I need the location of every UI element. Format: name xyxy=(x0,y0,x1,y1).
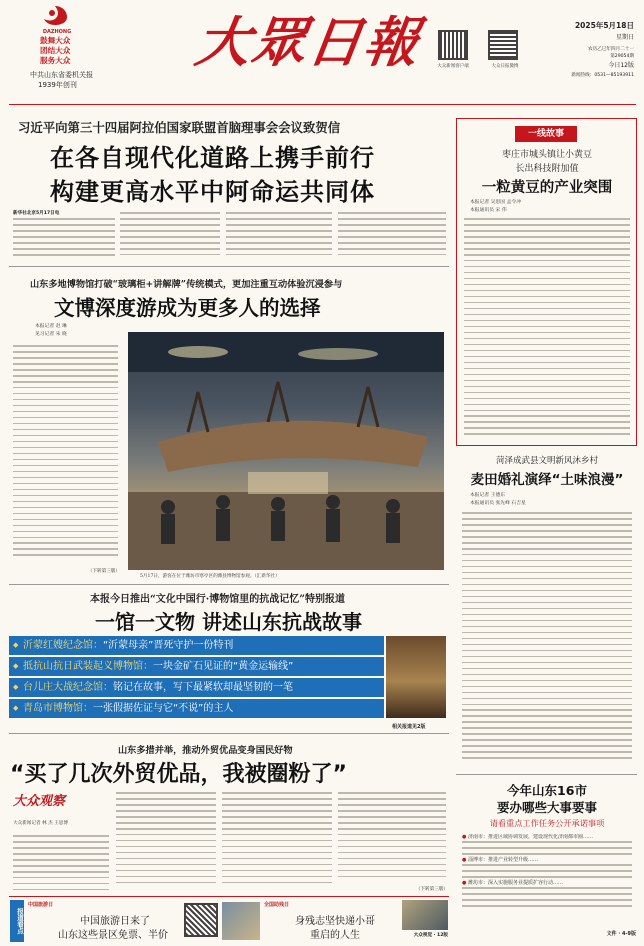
footer-qr-code[interactable] xyxy=(184,903,218,937)
war-item-3-text: 铭记在故事，写下最紧软却最坚韧的一笔 xyxy=(113,682,293,693)
events-list xyxy=(462,834,632,926)
founded: 1939年创刊 xyxy=(38,81,77,89)
story-body xyxy=(464,218,630,440)
events-headline-2: 要办哪些大事要事 xyxy=(496,800,597,815)
war-item-2[interactable] xyxy=(9,657,384,676)
war-item-1[interactable] xyxy=(9,636,384,655)
footer-right-ref: 大众视觉 · 12版 xyxy=(413,933,448,938)
events-item-1: ● 济南市：推进区域协调发展，建设现代化济南都市圈…… xyxy=(462,834,593,840)
footer-left-headline-2: 山东这些景区免票、半价 xyxy=(58,930,168,941)
lead-divider xyxy=(9,266,449,267)
war-item-1-place: 沂蒙红嫂纪念馆： xyxy=(23,640,103,651)
war-headline: 一馆一文物 讲述山东抗战故事 xyxy=(95,610,362,634)
culture-byline-2: 见习记者 朱 晓 xyxy=(35,332,67,337)
wedding-kicker: 菏泽成武县文明新风沐乡村 xyxy=(495,456,598,466)
lead-body-3 xyxy=(226,212,332,260)
wedding-headline: 麦田婚礼演绎“土味浪漫” xyxy=(470,472,624,488)
weekday: 星期日 xyxy=(615,34,634,41)
newspaper-title: 大眾日報 xyxy=(191,10,425,74)
events-item-2-text: 淄博市：推进产业转型升级…… xyxy=(467,857,538,863)
observe-badge-text: 大众观察 xyxy=(13,794,66,809)
lead-body-2 xyxy=(120,212,220,260)
war-item-2-place: 抵抗山抗日武装起义博物馆： xyxy=(23,661,153,672)
events-item-1-text: 济南市：推进区域协调发展，建设现代化济南都市圈…… xyxy=(467,834,593,840)
observe-body xyxy=(13,835,109,893)
footer-side-label: 报道看点 xyxy=(10,900,24,942)
events-item-3: ● 潍坊市：深入实施服务业提质扩容行动…… xyxy=(462,880,563,886)
qr-code-weibo[interactable] xyxy=(488,30,518,60)
culture-continued: （下转第三版） xyxy=(87,569,120,574)
issue-no: 第29054期 xyxy=(610,54,634,59)
footer-right-label: 全国助残日 xyxy=(264,902,290,908)
trade-body-1 xyxy=(116,792,216,892)
culture-headline: 文博深度游成为更多人的选择 xyxy=(54,296,321,320)
lead-headline-1: 在各自现代化道路上携手前行 xyxy=(50,144,375,172)
culture-byline-1: 本报记者 赵 琳 xyxy=(35,324,67,329)
date: 2025年5月18日 xyxy=(574,21,634,30)
war-item-3-place: 台儿庄大战纪念馆： xyxy=(23,682,113,693)
logo-label: DAZHONG xyxy=(42,29,72,35)
trade-continued: （下转第三版） xyxy=(415,887,448,892)
page-count: 今日12版 xyxy=(608,62,634,69)
events-item-2-body xyxy=(462,864,632,880)
lead-dateline: 新华社北京5月17日电 xyxy=(13,211,60,216)
lead-headline-2: 构建更高水平中阿命运共同体 xyxy=(50,178,375,206)
lead-body-4 xyxy=(338,212,446,260)
lead-kicker: 习近平向第三十四届阿拉伯国家联盟首脑理事会会议致贺信 xyxy=(18,120,341,135)
wedding-byline-2: 本报通讯员 张先峰 石吉星 xyxy=(470,501,526,506)
trade-headline: “买了几次外贸优品，我被圈粉了” xyxy=(10,762,347,787)
war-item-2-text: 一块金矿石见证的“黄金运输线” xyxy=(153,661,294,672)
war-item-4[interactable] xyxy=(9,699,384,718)
dazhong-logo-icon xyxy=(40,4,70,28)
footer-divider xyxy=(9,896,449,897)
slogan-3: 服务大众 xyxy=(40,56,71,65)
story-byline-2: 本报通讯员 宋 伟 xyxy=(470,208,507,213)
war-continued: 相关报道见2版 xyxy=(392,724,426,730)
story-kicker-1: 枣庄市城头镇让小黄豆 xyxy=(501,150,592,160)
war-item-4-place: 青岛市博物馆： xyxy=(23,703,93,714)
trade-body-3 xyxy=(338,792,446,884)
org-name: 中共山东省委机关报 xyxy=(30,71,93,79)
qr-caption-weibo: 大众日报微博 xyxy=(491,64,519,69)
events-item-2: ● 淄博市：推进产业转型升级…… xyxy=(462,857,538,863)
war-item-4-text: 一张假据佐证与它“不说”的主人 xyxy=(93,703,234,714)
wedding-divider xyxy=(456,774,637,775)
page-ref: 文件 · 4-9版 xyxy=(606,931,636,937)
events-headline-1: 今年山东16市 xyxy=(507,783,587,798)
war-item-3[interactable] xyxy=(9,678,384,697)
story-kicker-2: 长出科技附加值 xyxy=(515,164,579,174)
events-item-3-body xyxy=(462,887,632,907)
trade-kicker: 山东多措并举，推动外贸优品变身国民好物 xyxy=(118,745,293,756)
slogan-2: 团结大众 xyxy=(40,46,71,55)
footer-right-headline-1: 身残志坚快递小哥 xyxy=(295,916,375,927)
war-stamp xyxy=(386,636,446,718)
date-block xyxy=(534,20,634,69)
footer-right-headline-2: 重启的人生 xyxy=(310,930,360,941)
events-subhead: 请看重点工作任务公开承诺事项 xyxy=(489,818,605,828)
dazhong-logo xyxy=(40,4,70,28)
culture-divider xyxy=(9,584,449,585)
footer-left-headline-1: 中国旅游日来了 xyxy=(80,916,150,927)
story-byline-1: 本报记者 吴思国 孟令冲 xyxy=(470,200,522,205)
masthead xyxy=(0,0,644,108)
photo-caption: 5月17日，游客在位于潍坊市寒亭区的潍县博物馆参观。（汇新华社） xyxy=(140,574,280,579)
slogans xyxy=(40,36,100,66)
events-item-1-body xyxy=(462,841,632,857)
masthead-divider xyxy=(9,104,636,105)
war-divider xyxy=(9,733,449,734)
footer-right-image xyxy=(402,900,448,930)
qr-caption-app: 大众新闻客户端 xyxy=(437,64,469,69)
wedding-body xyxy=(462,512,632,768)
trade-body-2 xyxy=(222,792,332,892)
story-badge: 一线故事 xyxy=(515,126,577,142)
war-item-1-text: “沂蒙母亲”晋死守护一份特刊 xyxy=(103,640,234,651)
museum-scene-illustration xyxy=(128,332,444,570)
culture-body xyxy=(13,345,118,565)
slogan-1: 鼓舞大众 xyxy=(40,36,71,45)
wedding-byline-1: 本报记者 王德东 xyxy=(470,493,506,498)
footer-left-label: 中国旅游日 xyxy=(28,902,54,908)
lunar-date: 农历乙巳年四月二十一 xyxy=(588,47,634,52)
events-item-3-text: 潍坊市：深入实施服务业提质扩容行动…… xyxy=(467,880,563,886)
observe-badge xyxy=(13,790,109,818)
war-kicker: 本报今日推出“文化中国行·博物馆里的抗战记忆”特别报道 xyxy=(90,594,345,605)
story-headline: 一粒黄豆的产业突围 xyxy=(481,180,613,196)
qr-code-app[interactable] xyxy=(438,30,468,60)
footer-thumb-image xyxy=(222,902,260,940)
lead-body-1 xyxy=(13,218,115,260)
hotline: 新闻热线：0531—85193911 xyxy=(571,73,634,78)
observe-byline: 大众新闻记者 林 杰 王思博 xyxy=(13,821,68,826)
culture-kicker: 山东多地博物馆打破“玻璃柜+讲解牌”传统模式，更加注重互动体验沉浸参与 xyxy=(30,279,343,290)
museum-photo xyxy=(128,332,444,570)
